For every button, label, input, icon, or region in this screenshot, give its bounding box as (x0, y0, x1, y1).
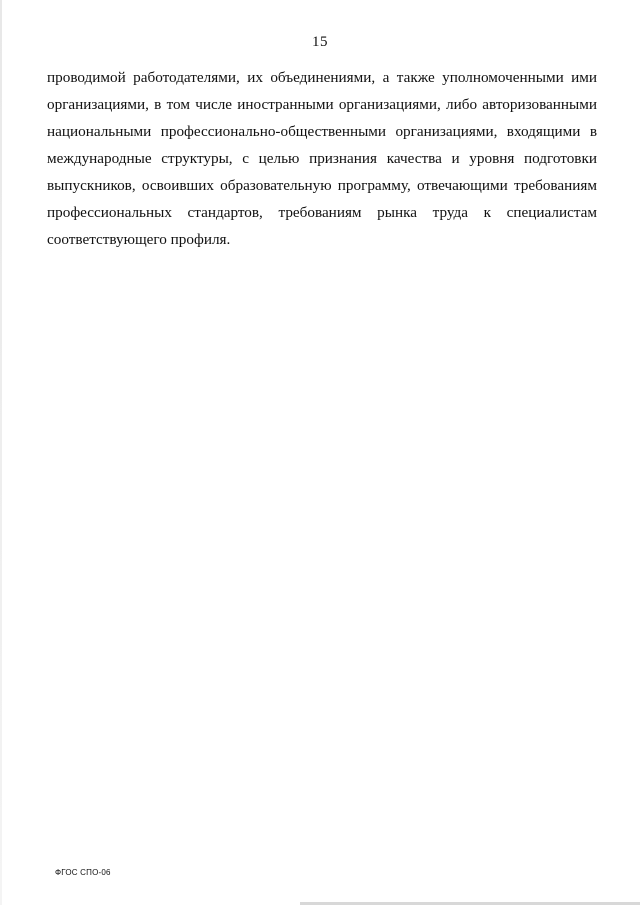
paragraph-line: международные структуры, с целью признания качества и уровня подготовки (47, 150, 597, 167)
paragraph-line: выпускников, освоивших образовательную программу, отвечающими требованиям (47, 177, 597, 194)
scan-edge-left (0, 0, 2, 905)
paragraph-line: организациями, в том числе иностранными организациями, либо авторизованными (47, 96, 597, 113)
page-number: 15 (312, 34, 328, 50)
paragraph-line: профессиональных стандартов, требованиям рынка труда к специалистам (47, 204, 597, 221)
document-code-footer: ФГОС СПО-06 (55, 868, 111, 877)
paragraph-line: национальными профессионально-общественными организациями, входящими в (47, 123, 597, 140)
body-paragraph (47, 64, 597, 253)
paragraph-line: проводимой работодателями, их объединениями, а также уполномоченными ими (47, 69, 597, 86)
paragraph-line: соответствующего профиля. (47, 231, 231, 248)
